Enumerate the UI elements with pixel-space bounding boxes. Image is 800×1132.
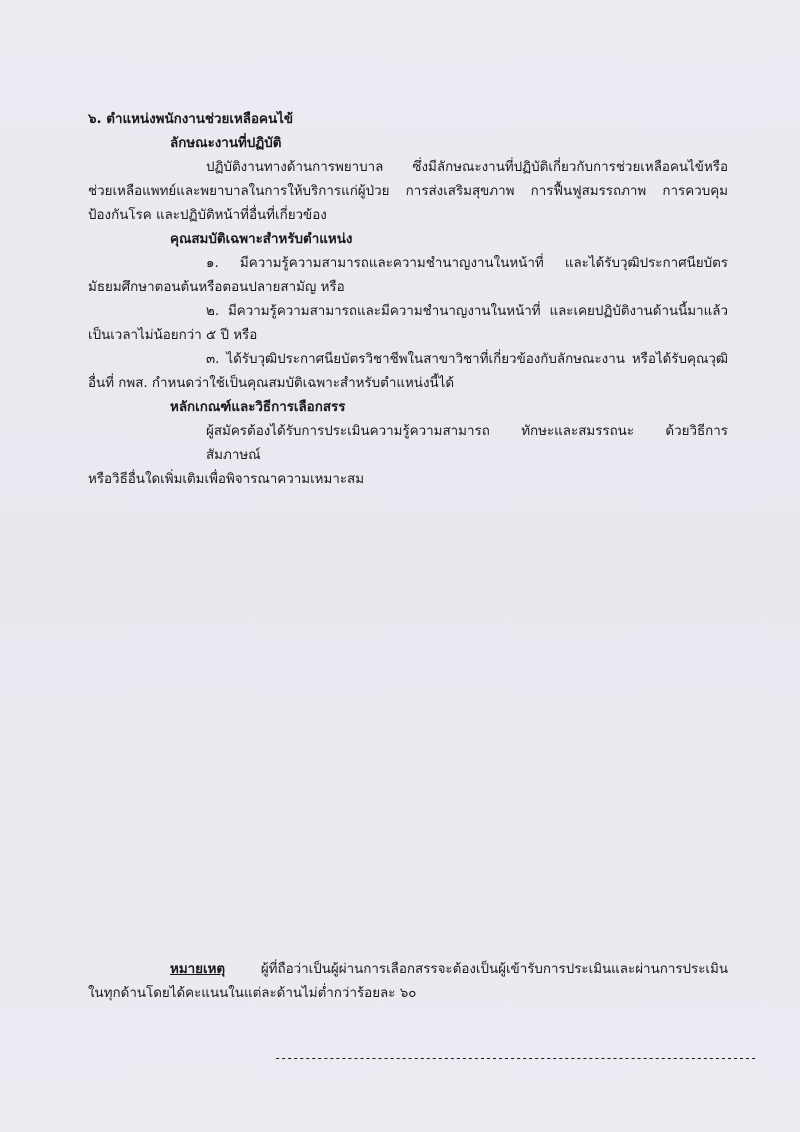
selection-title: หลักเกณฑ์และวิธีการเลือกสรร bbox=[170, 400, 346, 415]
selection-rest: หรือวิธีอื่นใดเพิ่มเติมเพื่อพิจารณาความเหมาะสม bbox=[88, 472, 365, 487]
selection-first: ผู้สมัครต้องได้รับการประเมินความรู้ความสามารถ ทักษะและสมรรถนะ ด้วยวิธีการสัมภาษณ์ bbox=[206, 424, 728, 463]
qualifications-title: คุณสมบัติเฉพาะสำหรับตำแหน่ง bbox=[170, 232, 353, 247]
remark-block bbox=[88, 958, 728, 1006]
remark-first-text: ผู้ที่ถือว่าเป็นผู้ผ่านการเลือกสรรจะต้องเป็นผู้เข้ารับการประเมินและผ่านการประเมิน bbox=[225, 962, 728, 977]
end-of-document-rule: -------------------------------------------------------------------------------- bbox=[274, 1051, 756, 1065]
duties-title: ลักษณะงานที่ปฏิบัติ bbox=[170, 136, 282, 151]
remark-rest: ในทุกด้านโดยได้คะแนนในแต่ละด้านไม่ต่ำกว่าร้อยละ ๖๐ bbox=[88, 986, 417, 1001]
qualification-2-first: ๒. มีความรู้ความสามารถและมีความชำนาญงานในหน้าที่ และเคยปฏิบัติงานด้านนี้มาแล้ว bbox=[206, 304, 728, 319]
remark-first-line bbox=[88, 958, 728, 982]
section-heading: ๖. ตำแหน่งพนักงานช่วยเหลือคนไข้ bbox=[88, 112, 294, 127]
qualification-1-first: ๑. มีความรู้ความสามารถและความชำนาญงานในหน้าที่ และได้รับวุฒิประกาศนียบัตร bbox=[206, 256, 728, 271]
duties-line-3: ป้องกันโรค และปฏิบัติหน้าที่อื่นที่เกี่ยวข้อง bbox=[88, 208, 327, 223]
remark-label: หมายเหตุ bbox=[170, 962, 226, 977]
qualification-3-first: ๓. ได้รับวุฒิประกาศนียบัตรวิชาชีพในสาขาวิชาที่เกี่ยวข้องกับลักษณะงาน หรือได้รับคุณวุฒิ bbox=[206, 352, 728, 367]
qualification-1-rest: มัธยมศึกษาตอนต้นหรือตอนปลายสามัญ หรือ bbox=[88, 280, 345, 295]
duties-line-2: ช่วยเหลือแพทย์และพยาบาลในการให้บริการแก่ผู้ป่วย การส่งเสริมสุขภาพ การฟื้นฟูสมรรถภาพ การควบคุม bbox=[88, 184, 728, 199]
qualification-3-rest: อื่นที่ กพส. กำหนดว่าใช้เป็นคุณสมบัติเฉพาะสำหรับตำแหน่งนี้ได้ bbox=[88, 376, 455, 391]
document-body bbox=[88, 108, 728, 492]
duties-line-1: ปฏิบัติงานทางด้านการพยาบาล ซึ่งมีลักษณะงานที่ปฏิบัติเกี่ยวกับการช่วยเหลือคนไข้หรือ bbox=[206, 160, 728, 175]
qualification-2-rest: เป็นเวลาไม่น้อยกว่า ๕ ปี หรือ bbox=[88, 328, 258, 343]
